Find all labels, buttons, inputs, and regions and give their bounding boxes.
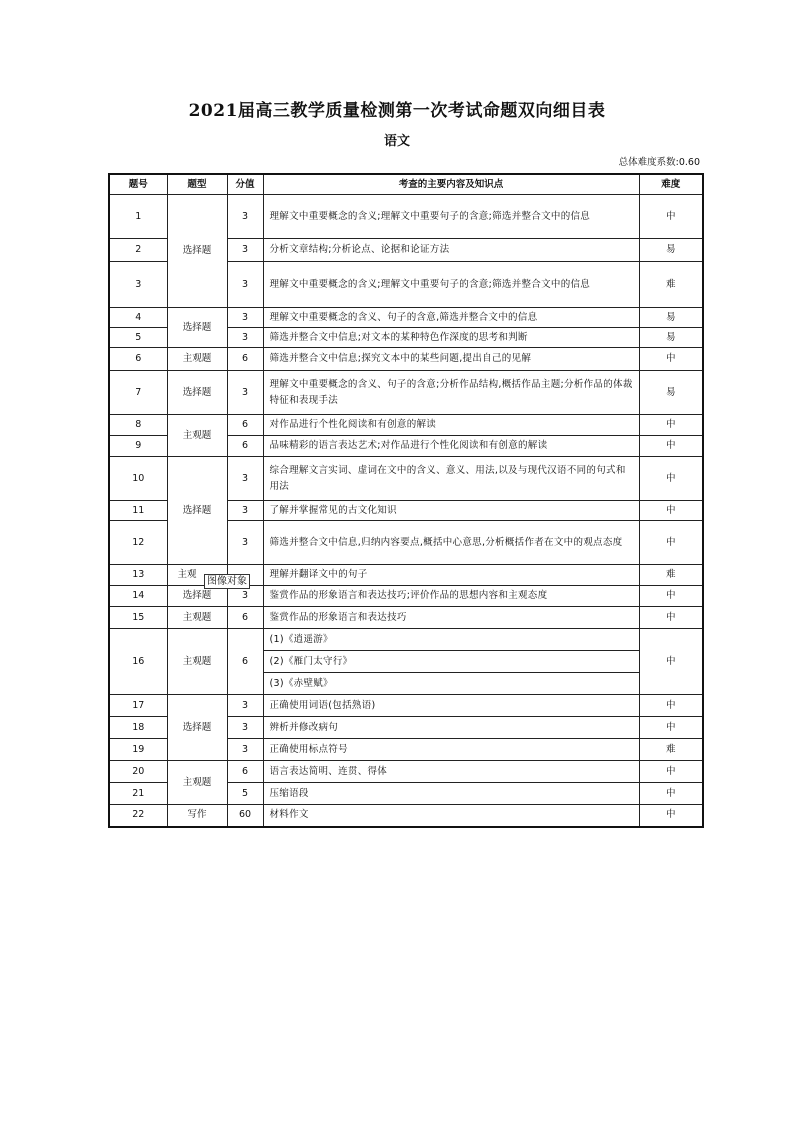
question-difficulty: 难 <box>639 739 703 761</box>
table-row <box>109 371 703 415</box>
question-content: 筛选并整合文中信息;对文本的某种特色作深度的思考和判断 <box>263 328 639 348</box>
table-row <box>109 761 703 783</box>
question-score: 5 <box>227 783 263 805</box>
specification-table <box>108 173 704 828</box>
question-score: 3 <box>227 308 263 328</box>
question-number: 9 <box>109 436 167 457</box>
table-row <box>109 586 703 607</box>
question-number: 21 <box>109 783 167 805</box>
question-content: 理解文中重要概念的含义;理解文中重要句子的含意;筛选并整合文中的信息 <box>263 195 639 239</box>
question-content: 辨析并修改病句 <box>263 717 639 739</box>
question-score: 3 <box>227 239 263 262</box>
question-difficulty: 中 <box>639 415 703 436</box>
question-difficulty: 中 <box>639 457 703 501</box>
question-content: 语言表达简明、连贯、得体 <box>263 761 639 783</box>
question-difficulty: 易 <box>639 328 703 348</box>
question-type: 主观题 <box>167 415 227 457</box>
question-content: 对作品进行个性化阅读和有创意的解读 <box>263 415 639 436</box>
question-score: 3 <box>227 695 263 717</box>
question-number: 20 <box>109 761 167 783</box>
question-content: 正确使用标点符号 <box>263 739 639 761</box>
question-number: 6 <box>109 348 167 371</box>
question-score: 6 <box>227 415 263 436</box>
question-type: 写作 <box>167 805 227 827</box>
question-score: 3 <box>227 521 263 565</box>
header-type: 题型 <box>167 174 227 195</box>
question-number: 14 <box>109 586 167 607</box>
question-type: 主观 <box>167 565 227 586</box>
question-score: 3 <box>227 457 263 501</box>
question-content: (1)《逍遥游》 <box>263 629 639 651</box>
question-difficulty: 中 <box>639 629 703 695</box>
question-number: 16 <box>109 629 167 695</box>
question-content: 鉴赏作品的形象语言和表达技巧;评价作品的思想内容和主观态度 <box>263 586 639 607</box>
question-difficulty: 中 <box>639 783 703 805</box>
question-content: 压缩语段 <box>263 783 639 805</box>
question-type: 主观题 <box>167 607 227 629</box>
question-type: 主观题 <box>167 348 227 371</box>
question-content: 筛选并整合文中信息,归纳内容要点,概括中心意思,分析概括作者在文中的观点态度 <box>263 521 639 565</box>
question-content: 正确使用词语(包括熟语) <box>263 695 639 717</box>
table-row <box>109 308 703 328</box>
subject-heading: 语文 <box>383 134 410 149</box>
question-score: 6 <box>227 348 263 371</box>
table-row <box>109 805 703 827</box>
header-content: 考查的主要内容及知识点 <box>263 174 639 195</box>
table-row <box>109 457 703 501</box>
question-difficulty: 难 <box>639 565 703 586</box>
question-content: 筛选并整合文中信息;探究文本中的某些问题,提出自己的见解 <box>263 348 639 371</box>
question-score: 3 <box>227 739 263 761</box>
table-row <box>109 348 703 371</box>
question-difficulty: 易 <box>639 371 703 415</box>
question-content: 分析文章结构;分析论点、论据和论证方法 <box>263 239 639 262</box>
question-score: 3 <box>227 586 263 607</box>
question-difficulty: 中 <box>639 348 703 371</box>
question-difficulty: 中 <box>639 195 703 239</box>
page-title: 2021届高三教学质量检测第一次考试命题双向细目表 <box>188 101 606 121</box>
table-header-row <box>109 174 703 195</box>
table-row <box>109 695 703 717</box>
question-difficulty: 中 <box>639 761 703 783</box>
question-number: 22 <box>109 805 167 827</box>
header-score: 分值 <box>227 174 263 195</box>
question-number: 13 <box>109 565 167 586</box>
question-type: 主观题 <box>167 761 227 805</box>
question-number: 18 <box>109 717 167 739</box>
question-content: 理解文中重要概念的含义、句子的含意,筛选并整合文中的信息 <box>263 308 639 328</box>
question-content: 理解文中重要概念的含义;理解文中重要句子的含意;筛选并整合文中的信息 <box>263 262 639 308</box>
question-difficulty: 中 <box>639 805 703 827</box>
question-content: (3)《赤壁赋》 <box>263 673 639 695</box>
question-number: 19 <box>109 739 167 761</box>
question-type: 主观题 <box>167 629 227 695</box>
table-row <box>109 629 703 651</box>
question-score: 3 <box>227 371 263 415</box>
question-score: 6 <box>227 761 263 783</box>
question-type: 选择题 <box>167 695 227 761</box>
question-number: 1 <box>109 195 167 239</box>
question-number: 12 <box>109 521 167 565</box>
question-number: 4 <box>109 308 167 328</box>
question-score: 3 <box>227 501 263 521</box>
question-content: 理解文中重要概念的含义、句子的含意;分析作品结构,概括作品主题;分析作品的体裁特征和表现手法 <box>263 371 639 415</box>
question-difficulty: 中 <box>639 607 703 629</box>
question-score: 6 <box>227 629 263 695</box>
question-number: 5 <box>109 328 167 348</box>
question-content: 理解并翻译文中的句子 <box>263 565 639 586</box>
question-type: 选择题 <box>167 586 227 607</box>
question-content: 材料作文 <box>263 805 639 827</box>
question-number: 7 <box>109 371 167 415</box>
header-difficulty: 难度 <box>639 174 703 195</box>
question-difficulty: 中 <box>639 501 703 521</box>
question-number: 2 <box>109 239 167 262</box>
question-score: 6 <box>227 436 263 457</box>
question-number: 10 <box>109 457 167 501</box>
question-score: 3 <box>227 328 263 348</box>
question-score: 3 <box>227 262 263 308</box>
question-content: 鉴赏作品的形象语言和表达技巧 <box>263 607 639 629</box>
question-number: 17 <box>109 695 167 717</box>
question-score: 60 <box>227 805 263 827</box>
question-number: 3 <box>109 262 167 308</box>
question-number: 8 <box>109 415 167 436</box>
image-object-label[interactable]: 图像对象 <box>204 574 250 589</box>
question-type: 选择题 <box>167 371 227 415</box>
question-number: 15 <box>109 607 167 629</box>
question-difficulty: 易 <box>639 308 703 328</box>
table-row <box>109 565 703 586</box>
question-difficulty: 中 <box>639 586 703 607</box>
question-difficulty: 难 <box>639 262 703 308</box>
question-difficulty: 易 <box>639 239 703 262</box>
question-score: 6 <box>227 607 263 629</box>
question-difficulty: 中 <box>639 521 703 565</box>
question-score: 3 <box>227 195 263 239</box>
table-row <box>109 415 703 436</box>
question-difficulty: 中 <box>639 695 703 717</box>
header-number: 题号 <box>109 174 167 195</box>
question-difficulty: 中 <box>639 436 703 457</box>
table-row <box>109 195 703 239</box>
question-difficulty: 中 <box>639 717 703 739</box>
question-content: 品味精彩的语言表达艺术;对作品进行个性化阅读和有创意的解读 <box>263 436 639 457</box>
question-content: 了解并掌握常见的古文化知识 <box>263 501 639 521</box>
difficulty-coefficient: 总体难度系数:0.60 <box>618 157 700 168</box>
question-score: 3 <box>227 717 263 739</box>
question-number: 11 <box>109 501 167 521</box>
question-type: 选择题 <box>167 195 227 308</box>
question-type: 选择题 <box>167 457 227 565</box>
table-row <box>109 607 703 629</box>
question-content: 综合理解文言实词、虚词在文中的含义、意义、用法,以及与现代汉语不同的句式和用法 <box>263 457 639 501</box>
question-content: (2)《雁门太守行》 <box>263 651 639 673</box>
question-type: 选择题 <box>167 308 227 348</box>
